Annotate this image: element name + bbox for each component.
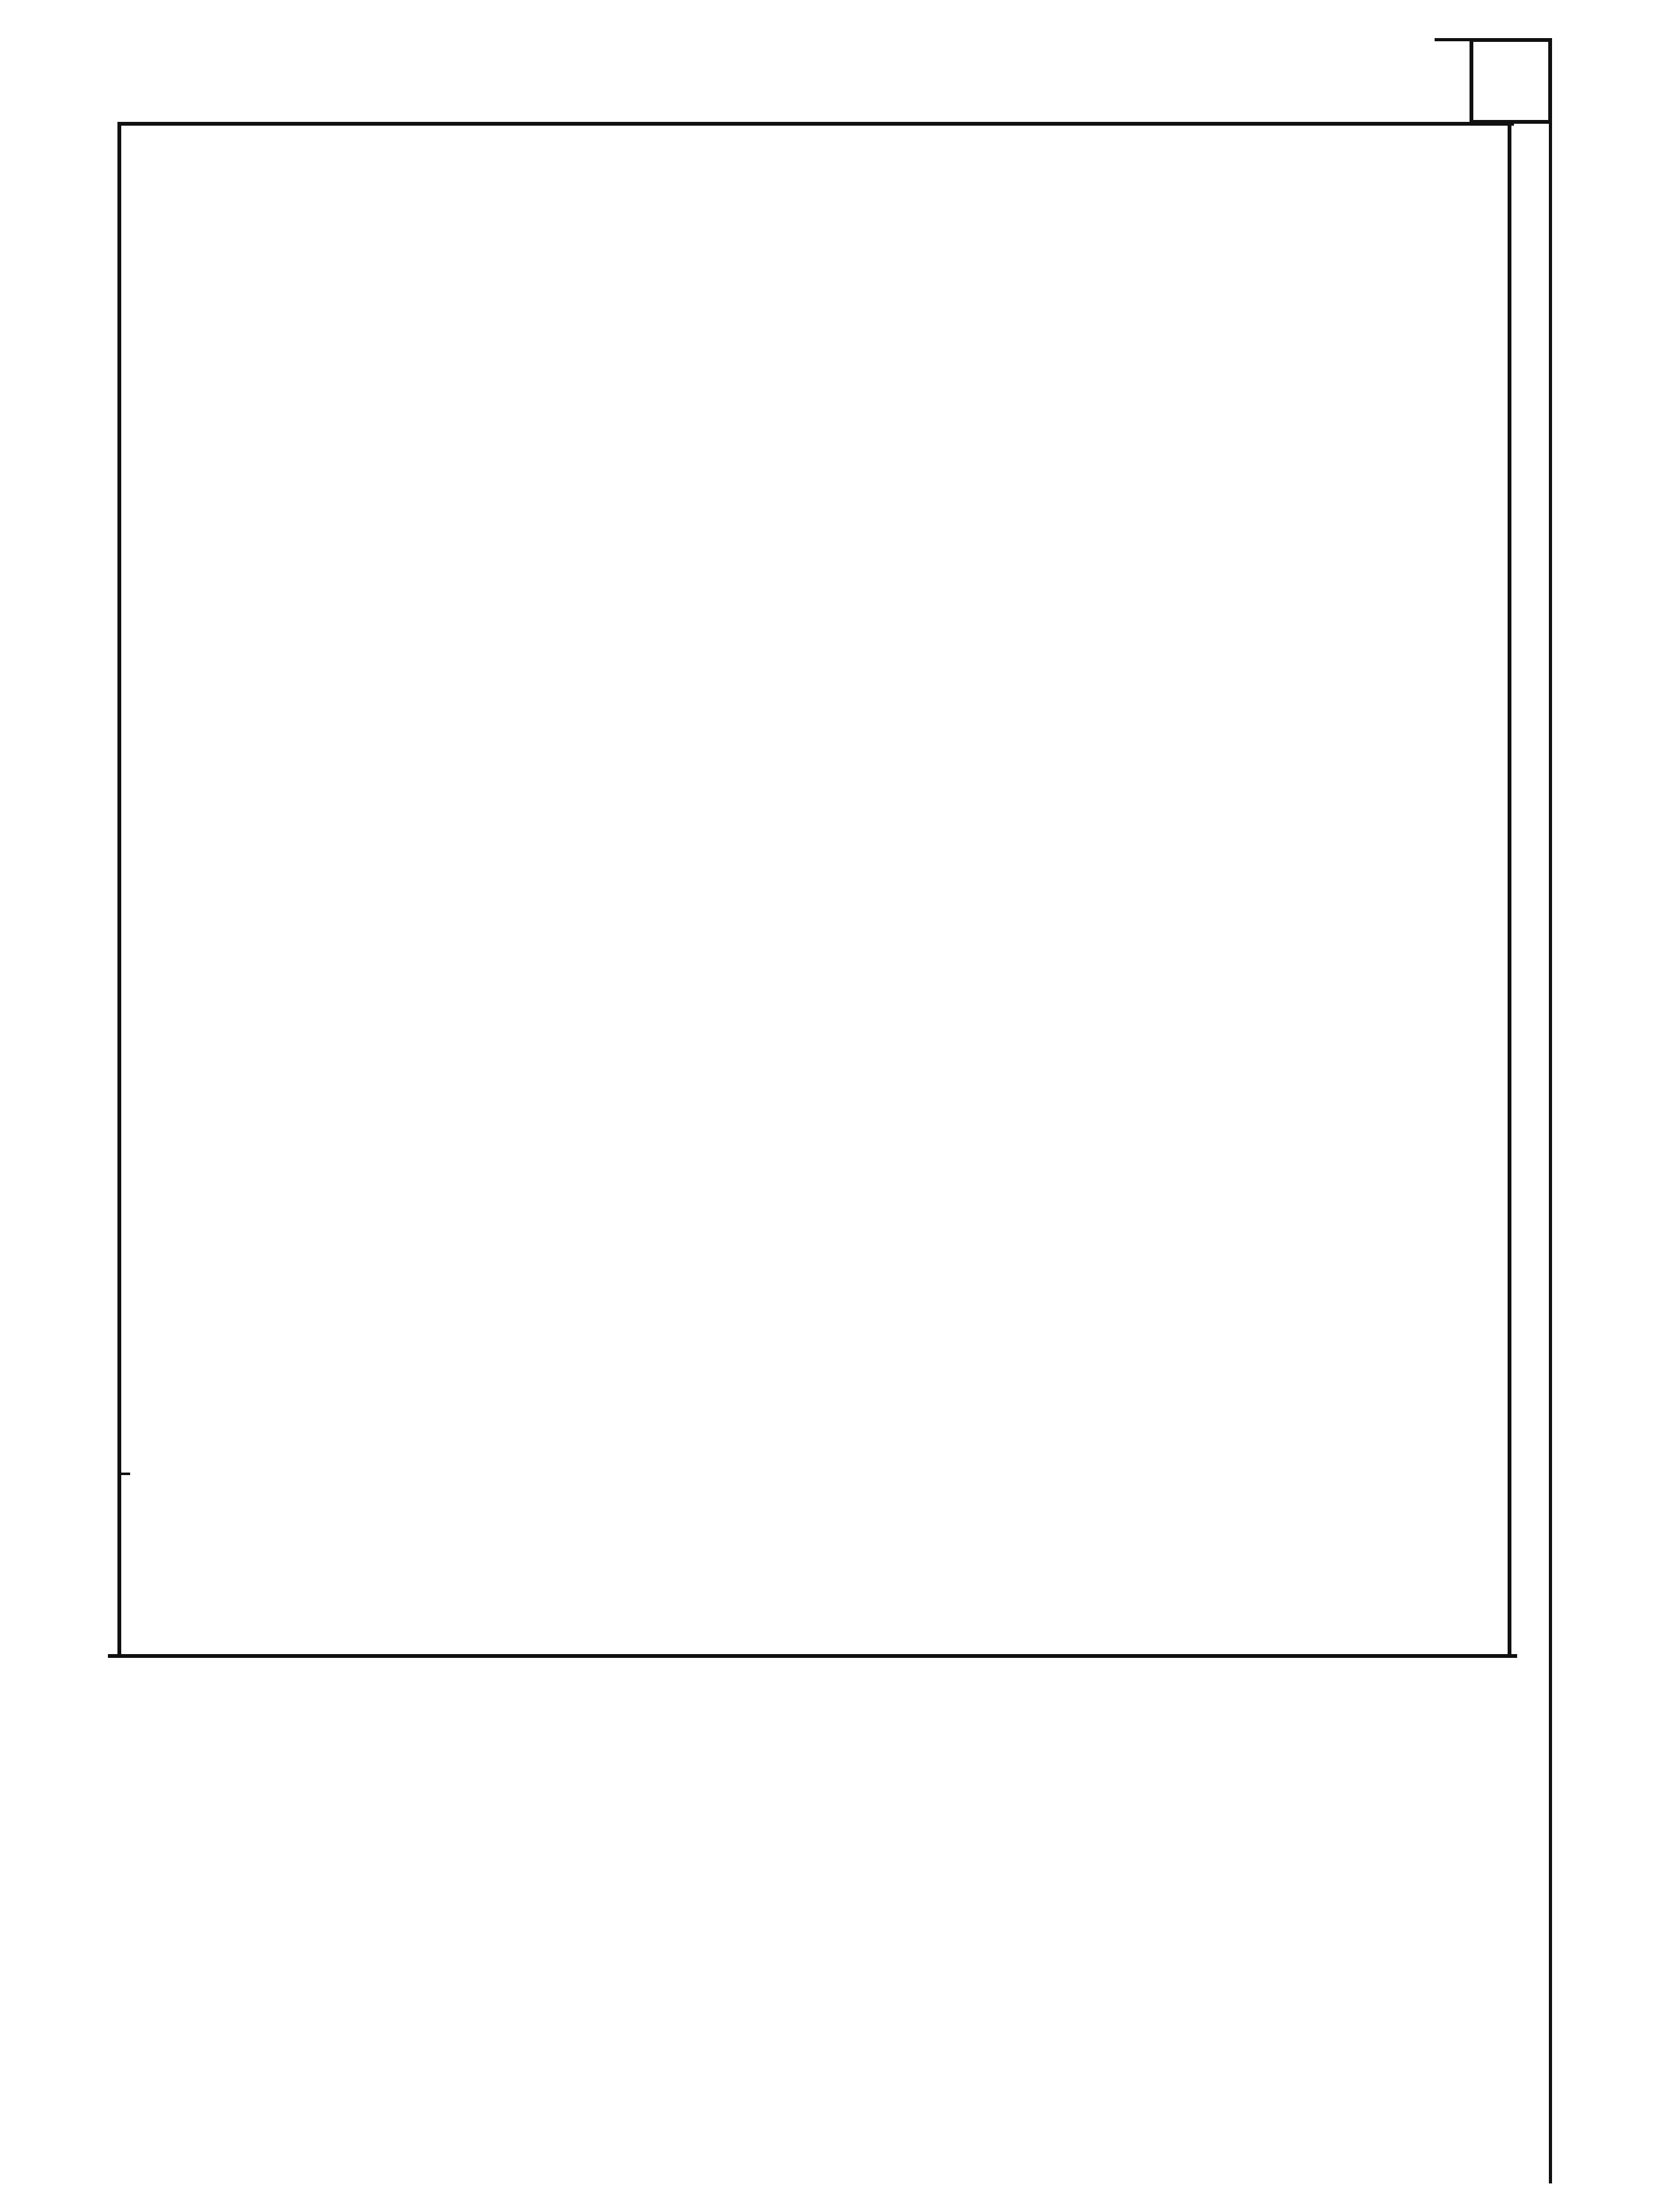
frame-left-line bbox=[117, 122, 121, 1658]
frame-bottom-line bbox=[108, 1654, 1517, 1658]
left-margin-tick bbox=[117, 1473, 130, 1475]
frame-right-line bbox=[1508, 122, 1511, 1658]
frame-top-line bbox=[117, 122, 1514, 126]
outer-right-line bbox=[1549, 38, 1552, 2183]
page-number-box bbox=[1470, 38, 1552, 124]
